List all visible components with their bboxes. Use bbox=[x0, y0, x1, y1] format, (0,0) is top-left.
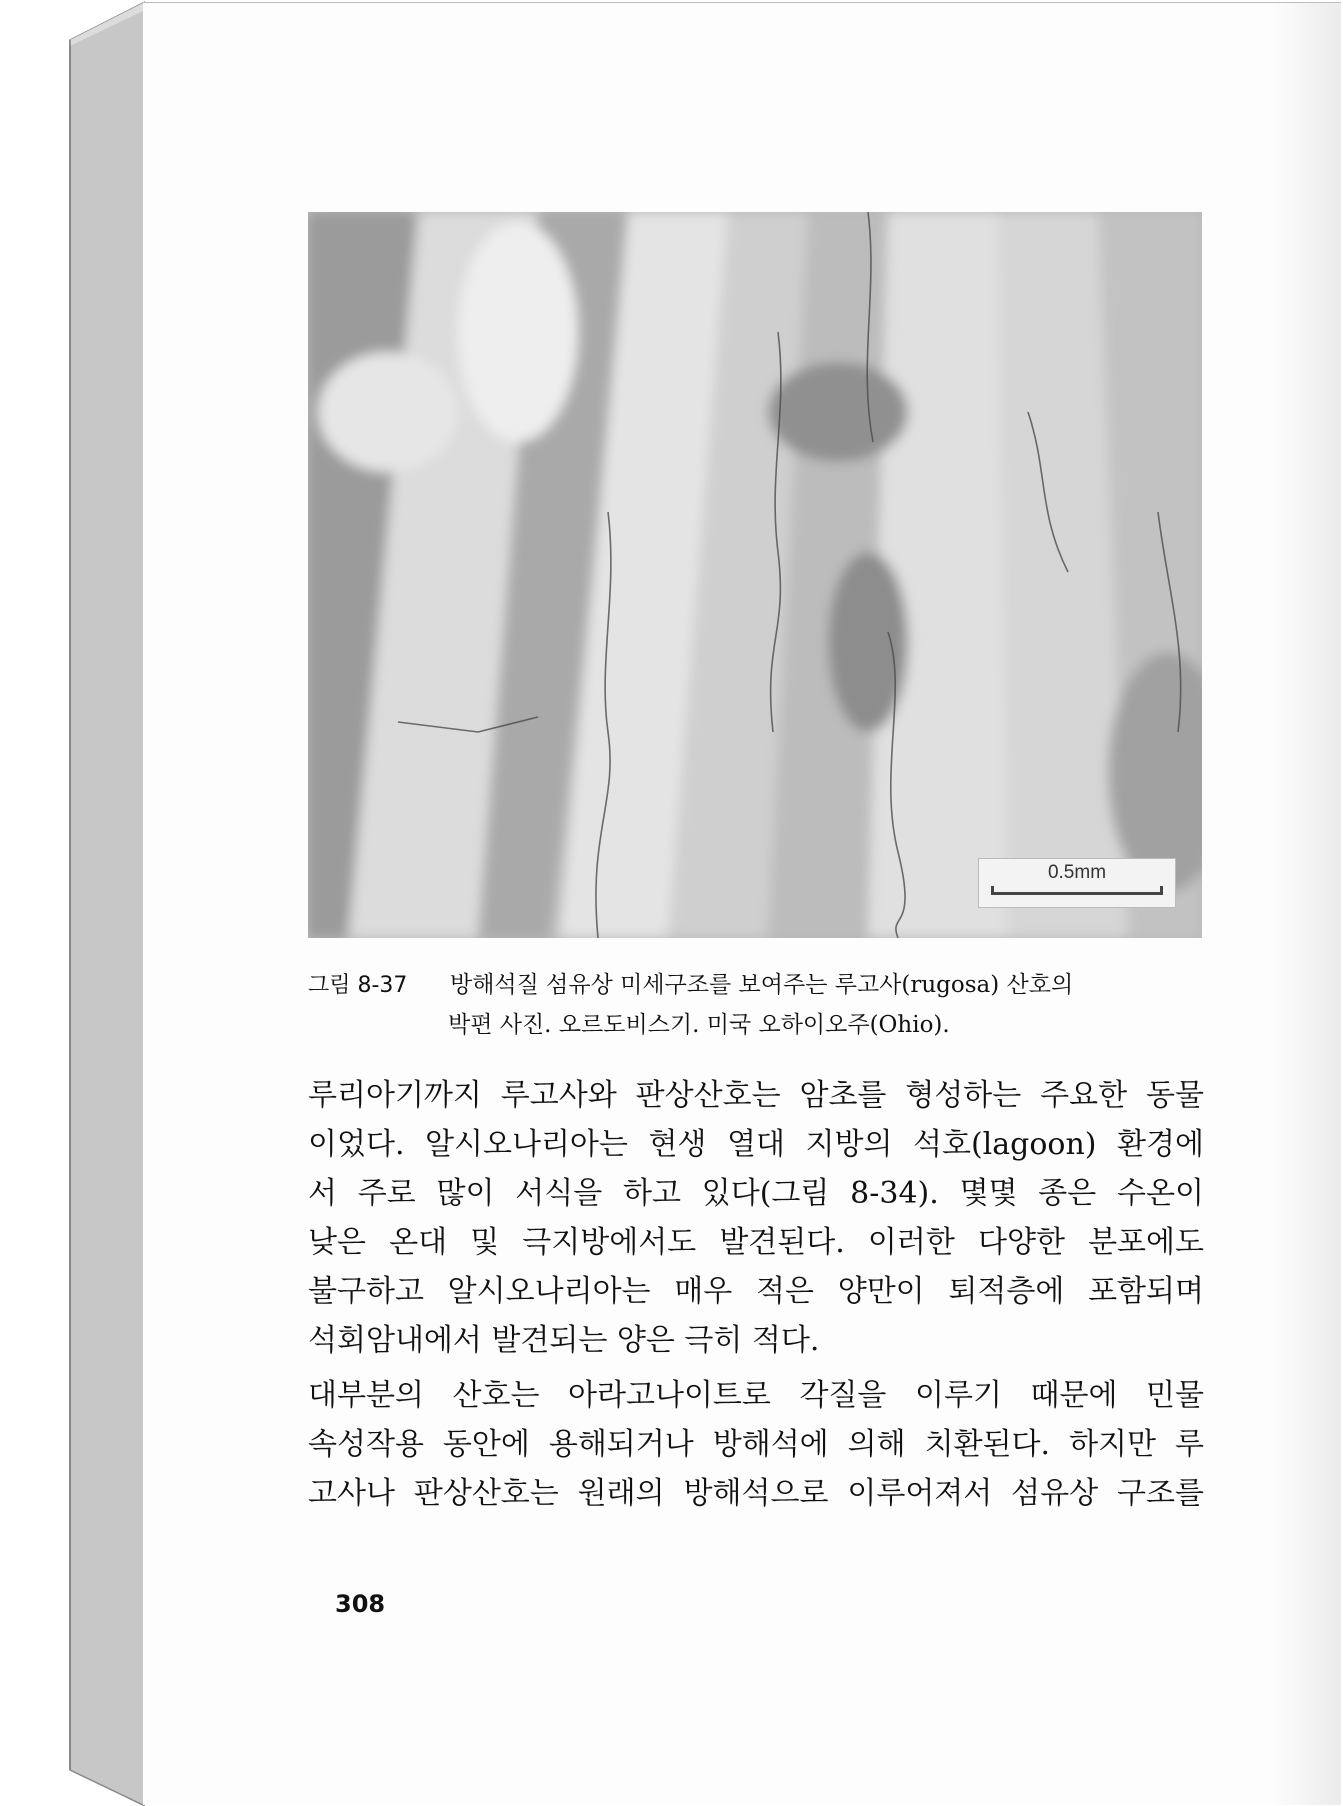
scale-bar-box bbox=[978, 858, 1176, 908]
caption-line-2: 박편 사진. 오르도비스기. 미국 오하이오주(Ohio). bbox=[448, 1012, 950, 1038]
body-line: 낮은 온대 및 극지방에서도 발견된다. 이러한 다양한 분포에도 bbox=[308, 1225, 1204, 1260]
figure-number: 그림 8-37 bbox=[308, 973, 408, 998]
caption-line-1: 방해석질 섬유상 미세구조를 보여주는 루고사(rugosa) 산호의 bbox=[450, 972, 1074, 998]
body-line: 고사나 판상산호는 원래의 방해석으로 이루어져서 섬유상 구조를 bbox=[308, 1476, 1204, 1511]
coral-thin-section-photo bbox=[308, 212, 1202, 938]
body-line: 석회암내에서 발견되는 양은 극히 적다. bbox=[308, 1323, 820, 1358]
body-line: 서 주로 많이 서식을 하고 있다(그림 8-34). 몇몇 종은 수온이 bbox=[308, 1176, 1204, 1211]
body-line: 대부분의 산호는 아라고나이트로 각질을 이루기 때문에 민물 bbox=[308, 1378, 1204, 1413]
body-line: 불구하고 알시오나리아는 매우 적은 양만이 퇴적층에 포함되며 bbox=[308, 1274, 1204, 1309]
body-line: 이었다. 알시오나리아는 현생 열대 지방의 석호(lagoon) 환경에 bbox=[308, 1127, 1204, 1162]
scale-bar bbox=[991, 892, 1163, 895]
book-spine bbox=[0, 0, 145, 1806]
page-edge-shade bbox=[1271, 3, 1341, 1805]
body-line: 속성작용 동안에 용해되거나 방해석에 의해 치환된다. 하지만 루 bbox=[308, 1427, 1204, 1462]
body-line: 루리아기까지 루고사와 판상산호는 암초를 형성하는 주요한 동물 bbox=[308, 1078, 1204, 1113]
scale-bar-label: 0.5mm bbox=[1047, 862, 1107, 883]
micrograph-image bbox=[308, 212, 1202, 938]
page-number: 308 bbox=[335, 1590, 386, 1618]
